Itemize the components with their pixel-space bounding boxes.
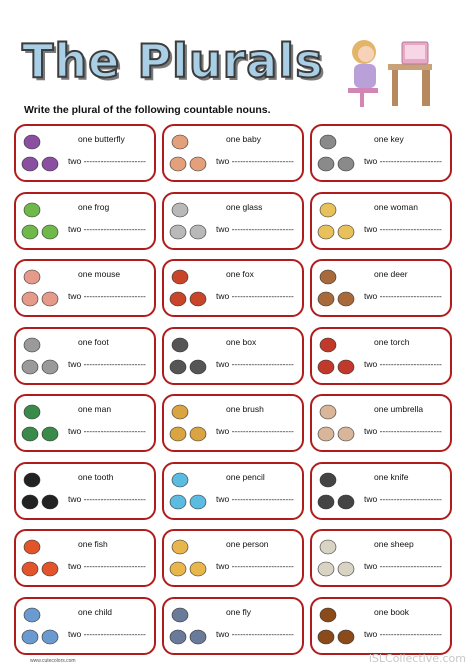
singular-label: one fish [78, 539, 108, 549]
exercise-card [162, 192, 304, 250]
exercise-card [310, 124, 452, 182]
page-title: The Plurals [22, 34, 324, 88]
exercise-card [162, 529, 304, 587]
plural-answer-blank[interactable]: two ---------------------- [216, 156, 294, 166]
singular-label: one person [226, 539, 269, 549]
singular-label: one book [374, 606, 409, 617]
singular-label: one box [226, 336, 257, 347]
person-icon [168, 537, 212, 581]
exercise-card [310, 529, 452, 587]
plural-answer-blank[interactable]: two ---------------------- [216, 628, 294, 639]
girl-at-computer-illustration [336, 30, 436, 110]
plural-answer-blank[interactable]: two ---------------------- [216, 291, 294, 301]
singular-label: one fox [226, 269, 254, 279]
plural-answer-blank[interactable]: two ---------------------- [216, 493, 294, 504]
plural-answer-blank[interactable]: two ---------------------- [364, 156, 442, 166]
singular-label: one man [78, 404, 112, 414]
plural-answer-blank[interactable]: two ---------------------- [68, 561, 146, 571]
fish-icon [20, 537, 64, 581]
singular-label: one knife [374, 471, 409, 482]
plural-answer-blank[interactable]: two ---------------------- [364, 291, 442, 301]
plural-answer-blank[interactable]: two ---------------------- [68, 223, 146, 234]
tooth-icon [20, 470, 64, 514]
exercise-card [162, 124, 304, 182]
fox-icon [168, 267, 212, 311]
torch-icon [316, 335, 360, 379]
singular-label: one pencil [226, 471, 265, 482]
exercise-card [14, 394, 156, 452]
plural-answer-blank[interactable]: two ---------------------- [364, 493, 442, 504]
man-icon [20, 402, 64, 446]
plural-answer-blank[interactable]: two ---------------------- [364, 223, 442, 234]
singular-label: one sheep [374, 539, 414, 549]
plural-answer-blank[interactable]: two ---------------------- [216, 561, 294, 571]
singular-label: one umbrella [374, 404, 424, 414]
plural-answer-blank[interactable]: two ---------------------- [364, 426, 442, 436]
exercise-card [162, 259, 304, 317]
plural-answer-blank[interactable]: two ---------------------- [68, 493, 146, 504]
exercise-card [162, 597, 304, 655]
umbrella-icon [316, 402, 360, 446]
plural-answer-blank[interactable]: two ---------------------- [68, 426, 146, 436]
exercise-card [14, 462, 156, 520]
exercise-card [14, 327, 156, 385]
glass-icon [168, 200, 212, 244]
singular-label: one foot [78, 336, 109, 347]
frog-icon [20, 200, 64, 244]
plural-answer-blank[interactable]: two ---------------------- [216, 358, 294, 369]
singular-label: one mouse [78, 269, 121, 279]
exercise-card [310, 462, 452, 520]
mouse-icon [20, 267, 64, 311]
singular-label: one child [78, 606, 113, 617]
plural-answer-blank[interactable]: two ---------------------- [68, 156, 146, 166]
singular-label: one key [374, 134, 404, 144]
exercise-card [162, 394, 304, 452]
singular-label: one butterfly [78, 134, 125, 144]
plural-answer-blank[interactable]: two ---------------------- [364, 358, 442, 369]
singular-label: one glass [226, 201, 263, 212]
exercise-card [310, 597, 452, 655]
exercise-card [310, 259, 452, 317]
singular-label: one deer [374, 269, 408, 279]
exercise-card [14, 124, 156, 182]
singular-label: one brush [226, 404, 264, 414]
key-icon [316, 132, 360, 176]
footnote: www.cutecolors.com [30, 658, 76, 664]
singular-label: one torch [374, 336, 410, 347]
foot-icon [20, 335, 64, 379]
deer-icon [316, 267, 360, 311]
box-icon [168, 335, 212, 379]
exercise-card [310, 394, 452, 452]
pencil-icon [168, 470, 212, 514]
exercise-card [310, 192, 452, 250]
singular-label: one baby [226, 134, 261, 144]
singular-label: one tooth [78, 471, 114, 482]
woman-icon [316, 200, 360, 244]
singular-label: one fly [226, 606, 252, 617]
plural-answer-blank[interactable]: two ---------------------- [216, 223, 294, 234]
butterfly-icon [20, 132, 64, 176]
plural-answer-blank[interactable]: two ---------------------- [68, 291, 146, 301]
exercise-grid [14, 124, 460, 664]
knife-icon [316, 470, 360, 514]
exercise-card [14, 529, 156, 587]
watermark: iSLCollective.com [368, 652, 466, 665]
sheep-icon [316, 537, 360, 581]
exercise-card [162, 327, 304, 385]
plural-answer-blank[interactable]: two ---------------------- [364, 628, 442, 639]
exercise-card [310, 327, 452, 385]
plural-answer-blank[interactable]: two ---------------------- [68, 358, 146, 369]
brush-icon [168, 402, 212, 446]
fly-icon [168, 605, 212, 649]
exercise-card [14, 259, 156, 317]
baby-icon [168, 132, 212, 176]
singular-label: one woman [374, 201, 418, 212]
exercise-card [14, 192, 156, 250]
instruction-text: Write the plural of the following countable nouns. [24, 104, 271, 116]
exercise-card [162, 462, 304, 520]
child-icon [20, 605, 64, 649]
plural-answer-blank[interactable]: two ---------------------- [68, 628, 146, 639]
plural-answer-blank[interactable]: two ---------------------- [364, 561, 442, 571]
book-icon [316, 605, 360, 649]
plural-answer-blank[interactable]: two ---------------------- [216, 426, 294, 436]
singular-label: one frog [78, 201, 110, 212]
exercise-card [14, 597, 156, 655]
